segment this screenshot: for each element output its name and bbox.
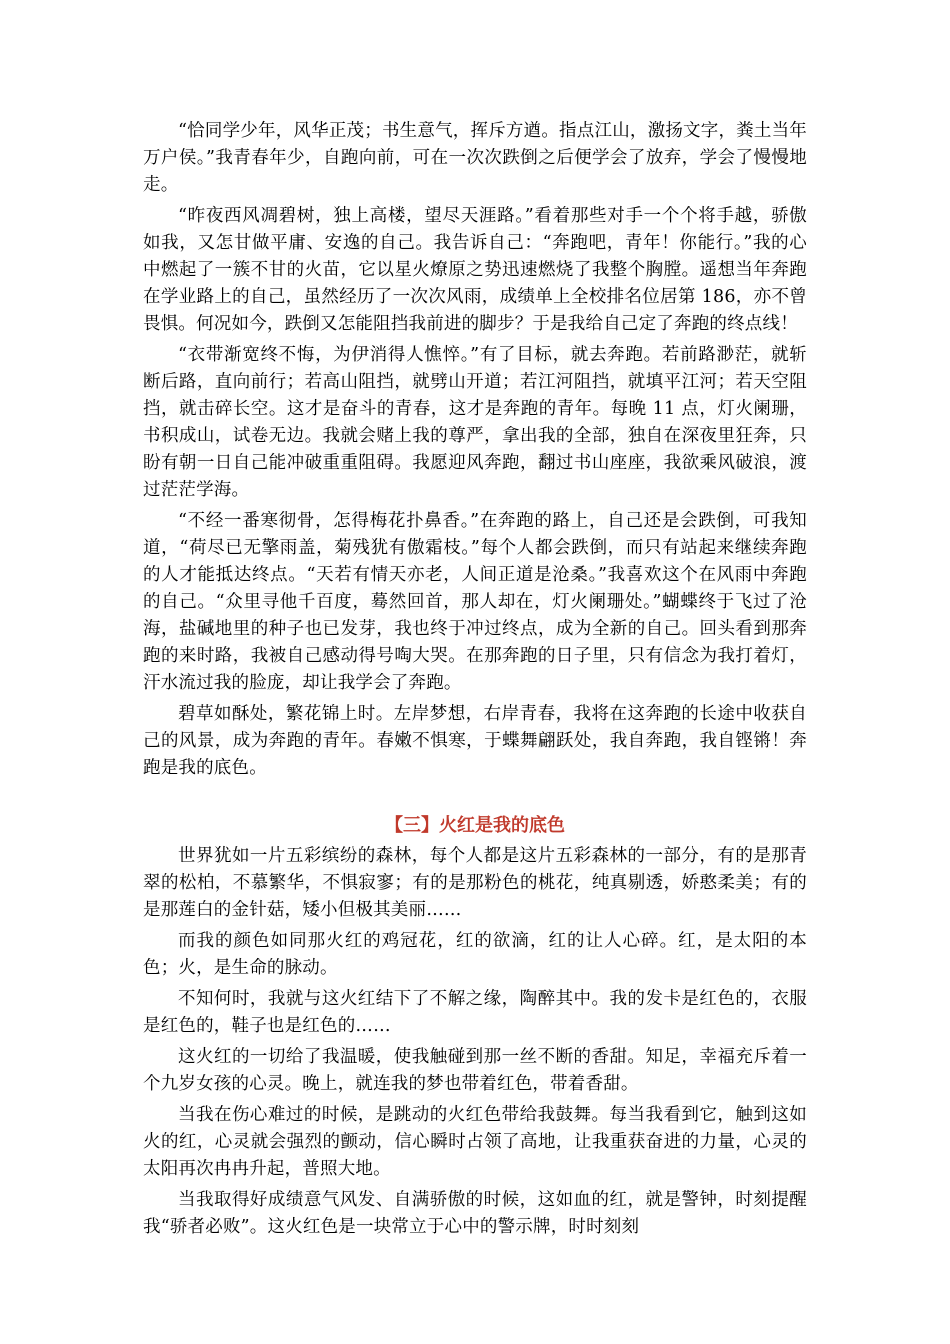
paragraph: 当我在伤心难过的时候，是跳动的火红色带给我鼓舞。每当我看到它，触到这如火的红，心灵就会强烈的颤动，信心瞬时占领了高地，让我重获奋进的力量，心灵的太阳再次冉冉升起，普照大地。 — [143, 1105, 807, 1179]
article-fiery-red — [143, 812, 807, 1241]
paragraph: 世界犹如一片五彩缤纷的森林，每个人都是这片五彩森林的一部分，有的是那青翠的松柏，不慕繁华，不惧寂寥；有的是那粉色的桃花，纯真剔透，娇憨柔美；有的是那莲白的金针菇，矮小但极其美丽…… — [143, 846, 807, 920]
paragraph: 碧草如酥处，繁花锦上时。左岸梦想，右岸青春，我将在这奔跑的长途中收获自己的风景，成为奔跑的青年。春嫩不惧寒，于蝶舞翩跃处，我自奔跑，我自铿锵！奔跑是我的底色。 — [143, 704, 807, 778]
paragraph: “衣带渐宽终不悔，为伊消得人憔悴。”有了目标，就去奔跑。若前路渺茫，就斩断后路，直向前行；若高山阻挡，就劈山开道；若江河阻挡，就填平江河；若天空阻挡，就击碎长空。这才是奋斗的青春，这才是奔跑的青年。每晚 11 点，灯火阑珊，书积成山，试卷无边。我就会赌上我的尊严，拿出我的全部，独自在深夜里狂奔，只盼有朝一日自己能冲破重重阻碍。我愿迎风奔跑，翻过书山座座，我欲乘风破浪，渡过茫茫学海。 — [143, 345, 807, 500]
paragraph: 不知何时，我就与这火红结下了不解之缘，陶醉其中。我的发卡是红色的，衣服是红色的，鞋子也是红色的…… — [143, 989, 807, 1036]
paragraph: 而我的颜色如同那火红的鸡冠花，红的欲滴，红的让人心碎。红，是太阳的本色；火，是生命的脉动。 — [143, 931, 807, 978]
paragraph: 当我取得好成绩意气风发、自满骄傲的时候，这如血的红，就是警钟，时刻提醒我“骄者必败”。这火红色是一块常立于心中的警示牌，时时刻刻 — [143, 1190, 807, 1237]
paragraph: 这火红的一切给了我温暖，使我触碰到那一丝不断的香甜。知足，幸福充斥着一个九岁女孩的心灵。晚上，就连我的梦也带着红色，带着香甜。 — [143, 1047, 807, 1094]
paragraph: “恰同学少年，风华正茂；书生意气，挥斥方遒。指点江山，激扬文字，粪土当年万户侯。”我青春年少，自跑向前，可在一次次跌倒之后便学会了放弃，学会了慢慢地走。 — [143, 121, 807, 195]
paragraph: “不经一番寒彻骨，怎得梅花扑鼻香。”在奔跑的路上，自己还是会跌倒，可我知道，“荷尽已无擎雨盖，菊残犹有傲霜枝。”每个人都会跌倒，而只有站起来继续奔跑的人才能抵达终点。“天若有情天亦老，人间正道是沧桑。”我喜欢这个在风雨中奔跑的自己。“众里寻他千百度，蓦然回首，那人却在，灯火阑珊处。”蝴蝶终于飞过了沧海，盐碱地里的种子也已发芽，我也终于冲过终点，成为全新的自己。回头看到那奔跑的来时路，我被自己感动得号啕大哭。在那奔跑的日子里，只有信念为我打着灯，汗水流过我的脸庞，却让我学会了奔跑。 — [143, 511, 807, 693]
document-page — [143, 118, 807, 1245]
article-running-youth — [143, 118, 807, 782]
section-heading: 【三】火红是我的底色 — [385, 815, 565, 836]
paragraph: “昨夜西风凋碧树，独上高楼，望尽天涯路。”看着那些对手一个个将手越，骄傲如我，又怎甘做平庸、安逸的自己。我告诉自己：“奔跑吧，青年！你能行。”我的心中燃起了一簇不甘的火苗，它以星火燎原之势迅速燃烧了我整个胸膛。遥想当年奔跑在学业路上的自己，虽然经历了一次次风雨，成绩单上全校排名位居第 186，亦不曾畏惧。何况如今，跌倒又怎能阻挡我前进的脚步？于是我给自己定了奔跑的终点线！ — [143, 206, 807, 334]
